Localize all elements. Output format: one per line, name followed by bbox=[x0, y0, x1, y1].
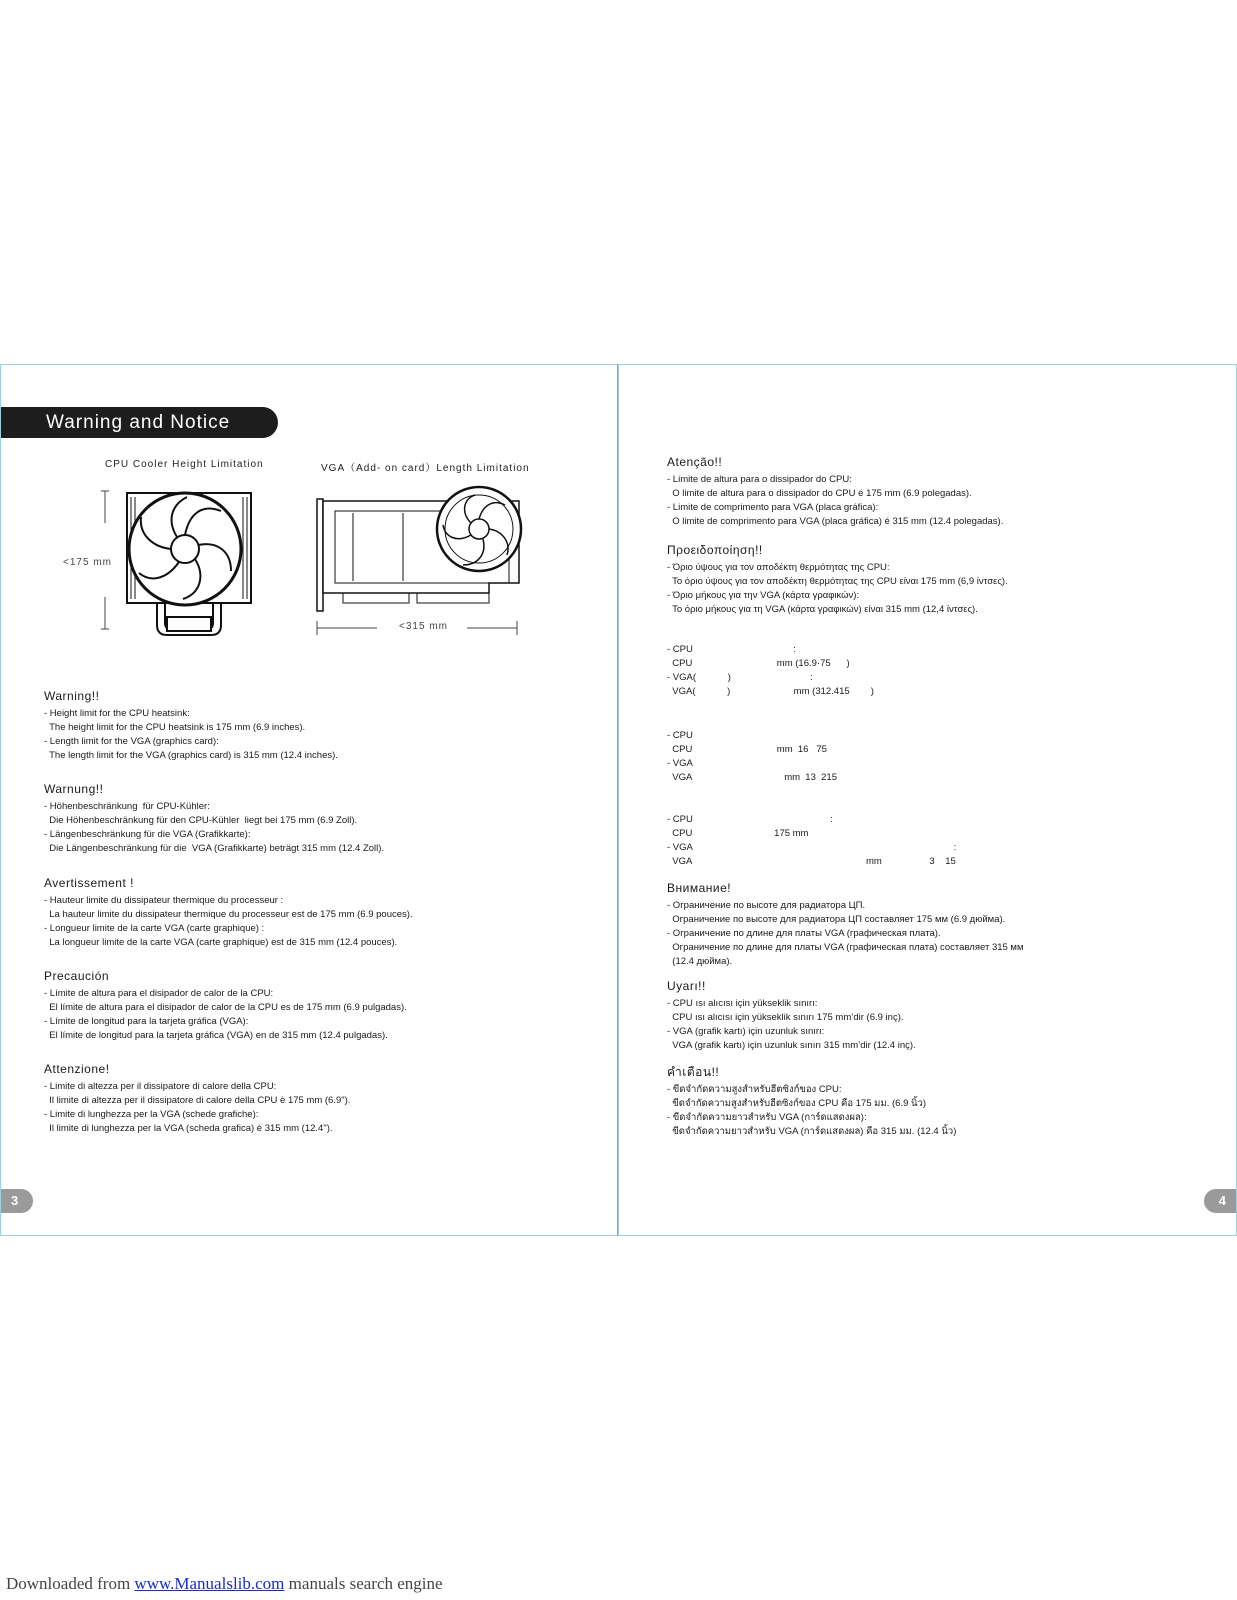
footer-prefix: Downloaded from bbox=[6, 1574, 135, 1593]
section-line: ขีดจำกัดความยาวสำหรับ VGA (การ์ดแสดงผล) คือ 315 มม. (12.4 นิ้ว) bbox=[667, 1126, 957, 1137]
manual-spread bbox=[0, 364, 1237, 1236]
section-line: VGA( ) mm (312.415 ) bbox=[667, 686, 874, 697]
section-line: Die Längenbeschränkung für die VGA (Grafikkarte) beträgt 315 mm (12.4 Zoll). bbox=[44, 843, 385, 854]
section-line: CPU 175 mm bbox=[667, 828, 809, 839]
section-line: The height limit for the CPU heatsink is 175 mm (6.9 inches). bbox=[44, 722, 306, 733]
section-line: CPU ısı alıcısı için yükseklik sınırı 175 mm’dir (6.9 inç). bbox=[667, 1012, 904, 1023]
section-title: Atenção!! bbox=[667, 455, 723, 469]
section-line: - ขีดจำกัดความยาวสำหรับ VGA (การ์ดแสดงผล): bbox=[667, 1112, 867, 1123]
section-line: Il limite di altezza per il dissipatore di calore della CPU è 175 mm (6.9"). bbox=[44, 1095, 351, 1106]
section-line: (12.4 дюйма). bbox=[667, 956, 733, 967]
section-line: - Longueur limite de la carte VGA (carte graphique) : bbox=[44, 923, 265, 934]
section-line: Die Höhenbeschränkung für den CPU-Kühler liegt bei 175 mm (6.9 Zoll). bbox=[44, 815, 358, 826]
section-line: El límite de altura para el disipador de calor de la CPU es de 175 mm (6.9 pulgadas). bbox=[44, 1002, 407, 1013]
section-line: - VGA( ) : bbox=[667, 672, 813, 683]
section-line: - Ограничение по длине для платы VGA (графическая плата). bbox=[667, 928, 941, 939]
vga-figure-caption: VGA（Add- on card）Length Limitation bbox=[321, 463, 530, 474]
section-title: Προειδοποίηση!! bbox=[667, 543, 763, 557]
section-line: - ขีดจำกัดความสูงสำหรับฮีตซิงก์ของ CPU: bbox=[667, 1084, 842, 1095]
page-number-left: 3 bbox=[1, 1189, 33, 1213]
section-line: VGA mm 3 15 bbox=[667, 856, 956, 867]
section-line: O limite de altura para o dissipador do CPU é 175 mm (6.9 polegadas). bbox=[667, 488, 972, 499]
section-line: - VGA bbox=[667, 758, 693, 769]
notice-section bbox=[44, 782, 604, 856]
section-line: Il limite di lunghezza per la VGA (scheda grafica) è 315 mm (12.4"). bbox=[44, 1123, 333, 1134]
notice-section bbox=[667, 455, 1227, 529]
section-line: Το όριο μήκους για τη VGA (κάρτα γραφικών) είναι 315 mm (12,4 ίντσες). bbox=[667, 604, 978, 615]
section-line: VGA (grafik kartı) için uzunluk sınırı 315 mm’dir (12.4 inç). bbox=[667, 1040, 916, 1051]
section-line: CPU mm (16.9·75 ) bbox=[667, 658, 850, 669]
section-line: El límite de longitud para la tarjeta gráfica (VGA) en de 315 mm (12.4 pulgadas). bbox=[44, 1030, 388, 1041]
notice-section bbox=[667, 881, 1227, 969]
section-line: O limite de comprimento para VGA (placa gráfica) é 315 mm (12.4 polegadas). bbox=[667, 516, 1004, 527]
page-number-right: 4 bbox=[1204, 1189, 1236, 1213]
footer-attribution bbox=[6, 1574, 443, 1594]
section-title: Внимание! bbox=[667, 881, 732, 895]
section-line: ขีดจำกัดความสูงสำหรับฮีตซิงก์ของ CPU คือ 175 มม. (6.9 นิ้ว) bbox=[667, 1098, 926, 1109]
notice-section bbox=[44, 969, 604, 1043]
notice-section bbox=[44, 689, 604, 763]
footer-suffix: manuals search engine bbox=[284, 1574, 443, 1593]
section-line: - Ограничение по высоте для радиатора ЦП. bbox=[667, 900, 866, 911]
page-title: Warning and Notice bbox=[1, 407, 278, 438]
notice-section bbox=[667, 729, 1227, 785]
section-line: The length limit for the VGA (graphics card) is 315 mm (12.4 inches). bbox=[44, 750, 338, 761]
notice-section bbox=[667, 979, 1227, 1053]
section-title: Uyarı!! bbox=[667, 979, 706, 993]
notice-section bbox=[667, 643, 1227, 699]
section-title: Precaución bbox=[44, 969, 110, 983]
section-line: - VGA (grafik kartı) için uzunluk sınırı: bbox=[667, 1026, 825, 1037]
section-line: - CPU ısı alıcısı için yükseklik sınırı: bbox=[667, 998, 818, 1009]
section-line: CPU mm 16 75 bbox=[667, 744, 827, 755]
section-line: - Όριο μήκους για την VGA (κάρτα γραφικών): bbox=[667, 590, 860, 601]
section-line: - Limite di altezza per il dissipatore di calore della CPU: bbox=[44, 1081, 277, 1092]
section-title: Warnung!! bbox=[44, 782, 104, 796]
section-line: - CPU : bbox=[667, 644, 796, 655]
section-line: - Limite di lunghezza per la VGA (schede grafiche): bbox=[44, 1109, 259, 1120]
section-line: - Längenbeschränkung für die VGA (Grafikkarte): bbox=[44, 829, 251, 840]
section-line: VGA mm 13 215 bbox=[667, 772, 837, 783]
section-line: La longueur limite de la carte VGA (carte graphique) est de 315 mm (12.4 pouces). bbox=[44, 937, 398, 948]
vga-card-illustration bbox=[313, 485, 528, 635]
section-line: - Limite de altura para o dissipador do CPU: bbox=[667, 474, 852, 485]
section-line: - Height limit for the CPU heatsink: bbox=[44, 708, 190, 719]
section-line: - CPU bbox=[667, 730, 693, 741]
section-line: Το όριο ύψους για τον αποδέκτη θερμότητας της CPU είναι 175 mm (6,9 ίντσες). bbox=[667, 576, 1008, 587]
section-line: La hauteur limite du dissipateur thermique du processeur est de 175 mm (6.9 pouces). bbox=[44, 909, 413, 920]
section-line: - Limite de comprimento para VGA (placa gráfica): bbox=[667, 502, 879, 513]
section-line: - Hauteur limite du dissipateur thermique du processeur : bbox=[44, 895, 284, 906]
section-line: - Höhenbeschränkung für CPU-Kühler: bbox=[44, 801, 210, 812]
notice-section bbox=[44, 876, 604, 950]
section-line: - Length limit for the VGA (graphics card): bbox=[44, 736, 219, 747]
section-line: Ограничение по длине для платы VGA (графическая плата) составляет 315 мм bbox=[667, 942, 1024, 953]
manualslib-link[interactable]: www.Manualslib.com bbox=[134, 1574, 285, 1593]
notice-section bbox=[44, 1062, 604, 1136]
notice-section bbox=[667, 1065, 1227, 1139]
section-title: Attenzione! bbox=[44, 1062, 110, 1076]
left-page bbox=[0, 364, 619, 1236]
section-line: Ограничение по высоте для радиатора ЦП составляет 175 мм (6.9 дюйма). bbox=[667, 914, 1006, 925]
section-title: Avertissement ! bbox=[44, 876, 134, 890]
cpu-figure-caption: CPU Cooler Height Limitation bbox=[105, 459, 264, 470]
notice-section bbox=[667, 813, 1227, 869]
cpu-height-dimension: <175 mm bbox=[63, 557, 112, 568]
vga-length-dimension: <315 mm bbox=[399, 621, 448, 632]
right-page bbox=[618, 364, 1237, 1236]
section-title: คำเตือน!! bbox=[667, 1065, 720, 1079]
notice-section bbox=[667, 543, 1227, 617]
section-line: - Όριο ύψους για τον αποδέκτη θερμότητας της CPU: bbox=[667, 562, 890, 573]
section-line: - VGA : bbox=[667, 842, 957, 853]
section-title: Warning!! bbox=[44, 689, 100, 703]
section-line: - Límite de longitud para la tarjeta gráfica (VGA): bbox=[44, 1016, 249, 1027]
section-line: - Límite de altura para el disipador de calor de la CPU: bbox=[44, 988, 274, 999]
section-line: - CPU : bbox=[667, 814, 833, 825]
